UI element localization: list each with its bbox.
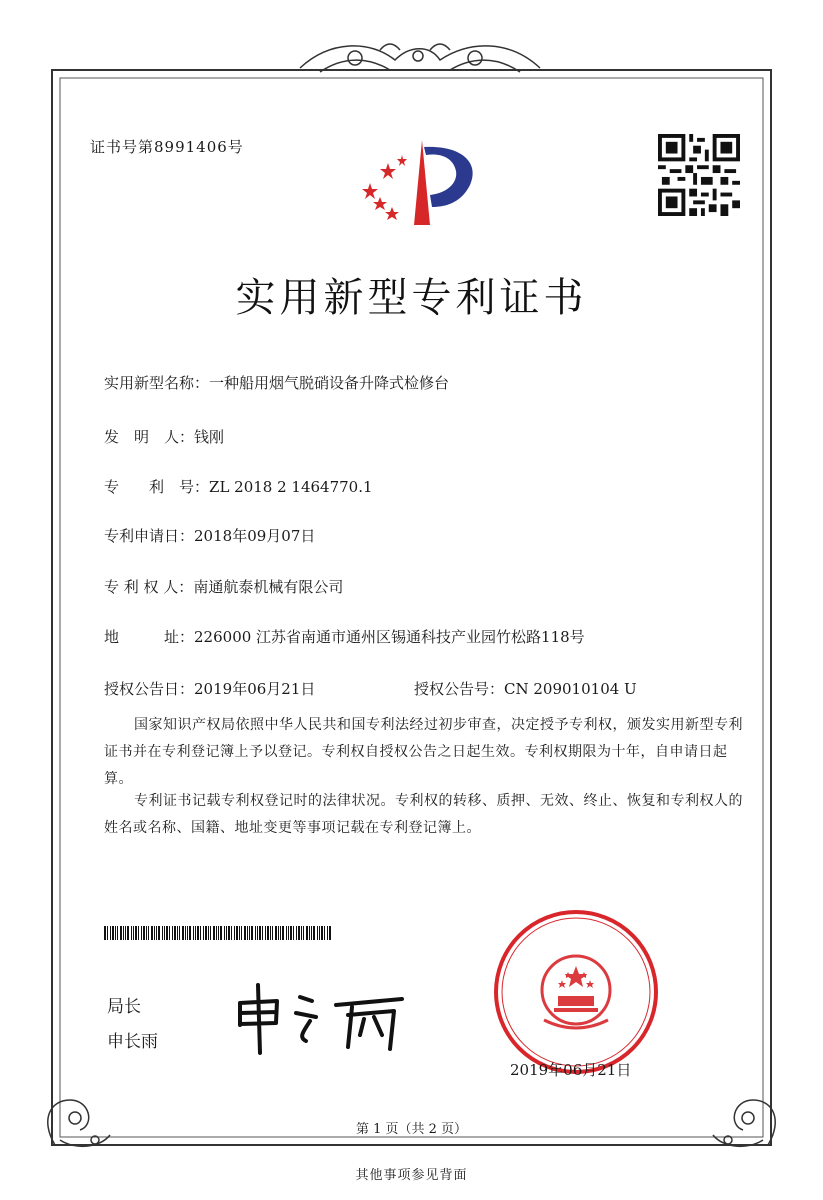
- field-label: 专 利 号：: [104, 478, 210, 496]
- seal-date: 2019年06月21日: [510, 1061, 632, 1079]
- barcode-icon: [104, 926, 334, 940]
- back-note: 其他事项参见背面: [355, 1168, 468, 1183]
- qr-code-icon: [658, 134, 740, 216]
- official-seal-icon: [492, 908, 660, 1076]
- field-inventor: [104, 426, 224, 447]
- director-name: 申长雨: [107, 1032, 158, 1052]
- field-label: 实用新型名称：: [104, 374, 210, 392]
- field-patent-number: [104, 476, 373, 497]
- field-value: ZL 2018 2 1464770.1: [209, 478, 373, 496]
- field-address: [104, 626, 585, 647]
- field-label: 地 址：: [104, 628, 195, 646]
- cnipa-logo-icon: [352, 135, 482, 230]
- field-label: 授权公告日：: [104, 680, 195, 698]
- field-value: 226000 江苏省南通市通州区锡通科技产业园竹松路118号: [194, 628, 585, 646]
- body-paragraph-1: 国家知识产权局依照中华人民共和国专利法经过初步审查，决定授予专利权，颁发实用新型专利证书并在专利登记簿上予以登记。专利权自授权公告之日起生效。专利权期限为十年，自申请日起算。: [104, 717, 743, 787]
- field-value: 2019年06月21日: [194, 680, 316, 698]
- field-value: 一种船用烟气脱硝设备升降式检修台: [209, 374, 450, 392]
- certificate-number: 证书号第8991406号: [90, 138, 244, 156]
- field-label: 发 明 人：: [104, 428, 195, 446]
- field-patentee: [104, 576, 343, 597]
- body-paragraph-2: 专利证书记载专利权登记时的法律状况。专利权的转移、质押、无效、终止、恢复和专利权人的姓名或名称、国籍、地址变更等事项记载在专利登记簿上。: [104, 793, 743, 836]
- field-label: 授权公告号：: [414, 680, 505, 698]
- field-label: 专 利 权 人：: [104, 578, 194, 596]
- page-number: 第 1 页（共 2 页）: [355, 1122, 468, 1137]
- top-ornament: [300, 44, 540, 72]
- field-utility-model-name: [104, 372, 449, 393]
- field-label: 专利申请日：: [104, 527, 195, 545]
- field-value: 钱刚: [194, 428, 225, 446]
- field-grant-number: [414, 678, 637, 699]
- field-value: 南通航泰机械有限公司: [193, 578, 344, 596]
- field-filing-date: [104, 525, 315, 546]
- field-value: 2018年09月07日: [194, 527, 316, 545]
- field-value: CN 209010104 U: [504, 680, 637, 698]
- handwritten-signature: [232, 975, 422, 1055]
- certificate-title: 实用新型专利证书: [235, 275, 588, 321]
- director-title: 局长: [107, 997, 141, 1017]
- field-grant-date: [104, 678, 315, 699]
